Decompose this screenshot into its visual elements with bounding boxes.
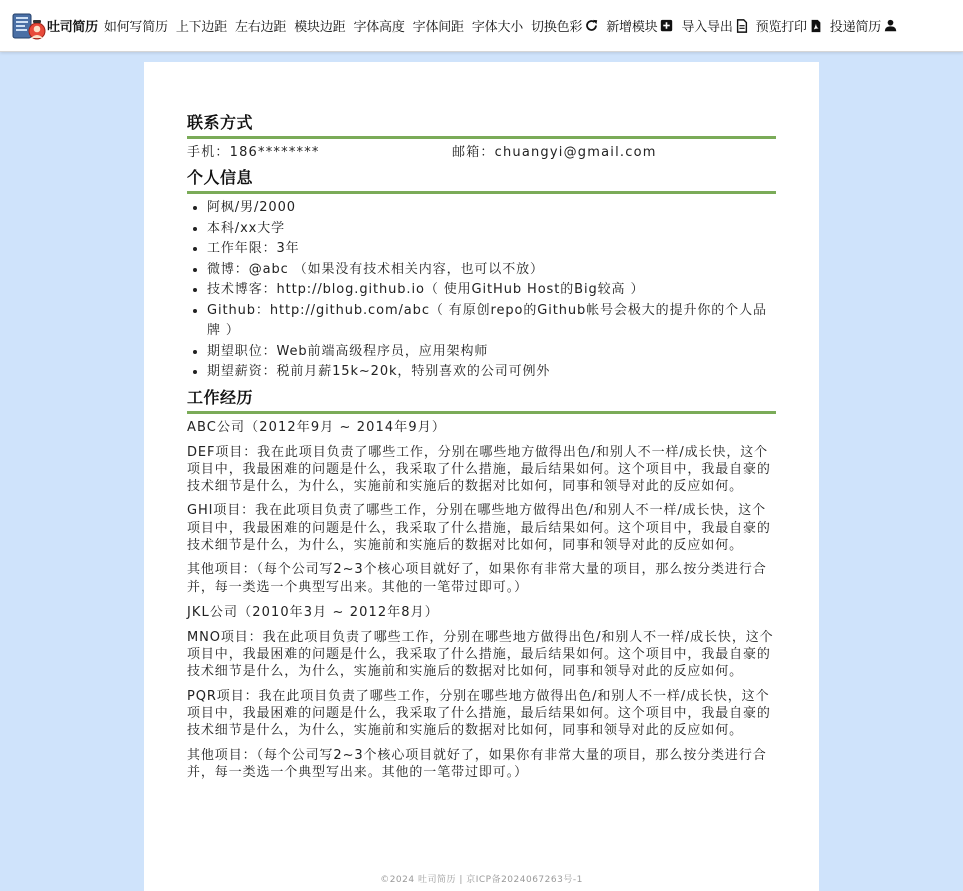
project-description: 其他项目：（每个公司写2~3个核心项目就好了，如果你有非常大量的项目，那么按分类进行合并，每一类选一个典型写出来。其他的一笔带过即可。） — [187, 747, 767, 780]
menu-item-4[interactable] — [294, 16, 345, 35]
menu-item-1[interactable] — [104, 16, 168, 35]
resume-sheet — [144, 62, 819, 891]
section-title-personal: 个人信息 — [187, 167, 776, 194]
menu-item-label: 上下边距 — [175, 20, 228, 35]
footer-copyright: ©2024 吐司简历 | 京ICP备2024067263号-1 — [380, 875, 583, 885]
project-description: MNO项目：我在此项目负责了哪些工作，分别在哪些地方做得出色/和别人不一样/成长快，这个项目中，我最困难的问题是什么，我采取了什么措施，最后结果如何。这个项目中，我最自豪的技术细节是什么，为什么，实施前和实施后的数据对比如何，同事和领导对此的反应如何。 — [187, 629, 774, 680]
menu-item-9[interactable] — [606, 16, 673, 35]
menu-item-10[interactable] — [681, 16, 747, 35]
list-item: • Github：http://github.com/abc（ 有原创repo的Github帐号会极大的提升你的个人品牌 ） — [207, 301, 776, 342]
personal-section — [187, 167, 776, 383]
menu-item-3[interactable] — [235, 16, 286, 35]
section-title-contact: 联系方式 — [187, 112, 776, 139]
contact-section — [187, 112, 776, 163]
personal-info-list — [187, 198, 776, 383]
menu-item-label: 新增模块 — [606, 20, 658, 35]
project-description: DEF项目：我在此项目负责了哪些工作，分别在哪些地方做得出色/和别人不一样/成长快，这个项目中，我最困难的问题是什么，我采取了什么措施，最后结果如何。这个项目中，我最自豪的技术细节是什么，为什么，实施前和实施后的数据对比如何，同事和领导对此的反应如何。 — [187, 444, 771, 495]
file-icon — [736, 19, 748, 33]
contact-phone: 手机：186******** — [187, 145, 320, 160]
toast-logo-icon — [12, 9, 46, 43]
top-toolbar — [0, 0, 963, 52]
menu-item-5[interactable] — [353, 16, 404, 35]
project-description: GHI项目：我在此项目负责了哪些工作，分别在哪些地方做得出色/和别人不一样/成长快，这个项目中，我最困难的问题是什么，我采取了什么措施，最后结果如何。这个项目中，我最自豪的技术细节是什么，为什么，实施前和实施后的数据对比如何，同事和领导对此的反应如何。 — [187, 503, 771, 553]
list-item: • 期望薪资：税前月薪15k~20k，特别喜欢的公司可例外 — [207, 362, 776, 383]
menu-item-6[interactable] — [413, 16, 464, 35]
menu-item-label: 左右边距 — [235, 20, 287, 35]
menu-item-label: 如何写简历 — [103, 20, 168, 35]
menu-item-label: 字体大小 — [471, 20, 524, 35]
menu-item-label: 导入导出 — [681, 20, 733, 35]
menu-item-label: 投递简历 — [829, 20, 882, 35]
contact-row — [187, 143, 776, 163]
menu-item-label: 字体高度 — [353, 20, 405, 35]
work-section — [187, 387, 776, 782]
menu-item-7[interactable] — [472, 16, 523, 35]
main-menu — [104, 16, 897, 35]
plus-square-icon — [660, 19, 673, 32]
user-icon — [884, 19, 897, 32]
list-item: • 本科/xx大学 — [207, 219, 776, 240]
menu-item-2[interactable] — [176, 16, 227, 35]
pdf-icon — [810, 19, 822, 33]
menu-item-label: 切换色彩 — [531, 20, 583, 35]
app-logo[interactable] — [12, 9, 98, 43]
section-title-work: 工作经历 — [187, 387, 776, 414]
menu-item-label: 字体间距 — [412, 20, 464, 35]
list-item: • 微博：@abc （如果没有技术相关内容，也可以不放） — [207, 260, 776, 281]
list-item: • 工作年限：3年 — [207, 239, 776, 260]
list-item: • 技术博客：http://blog.github.io（ 使用GitHub Host的Big较高 ） — [207, 280, 776, 301]
menu-item-11[interactable] — [756, 16, 822, 35]
menu-item-label: 模块边距 — [294, 20, 346, 35]
menu-item-8[interactable] — [531, 16, 598, 35]
company-name: ABC公司（2012年9月 ~ 2014年9月） — [187, 419, 446, 435]
menu-item-12[interactable] — [830, 16, 897, 35]
refresh-icon — [585, 19, 598, 32]
list-item: • 阿枫/男/2000 — [207, 198, 776, 219]
app-name: 吐司简历 — [47, 20, 98, 35]
project-description: PQR项目：我在此项目负责了哪些工作，分别在哪些地方做得出色/和别人不一样/成长快，这个项目中，我最困难的问题是什么，我采取了什么措施，最后结果如何。这个项目中，我最自豪的技术细节是什么，为什么，实施前和实施后的数据对比如何，同事和领导对此的反应如何。 — [187, 688, 771, 739]
menu-item-label: 预览打印 — [755, 20, 807, 35]
list-item: • 期望职位：Web前端高级程序员，应用架构师 — [207, 342, 776, 363]
project-description: 其他项目：（每个公司写2~3个核心项目就好了，如果你有非常大量的项目，那么按分类进行合并，每一类选一个典型写出来。其他的一笔带过即可。） — [187, 562, 767, 595]
contact-email: 邮箱：chuangyi@gmail.com — [452, 145, 657, 160]
company-name: JKL公司（2010年3月 ~ 2012年8月） — [187, 604, 439, 620]
